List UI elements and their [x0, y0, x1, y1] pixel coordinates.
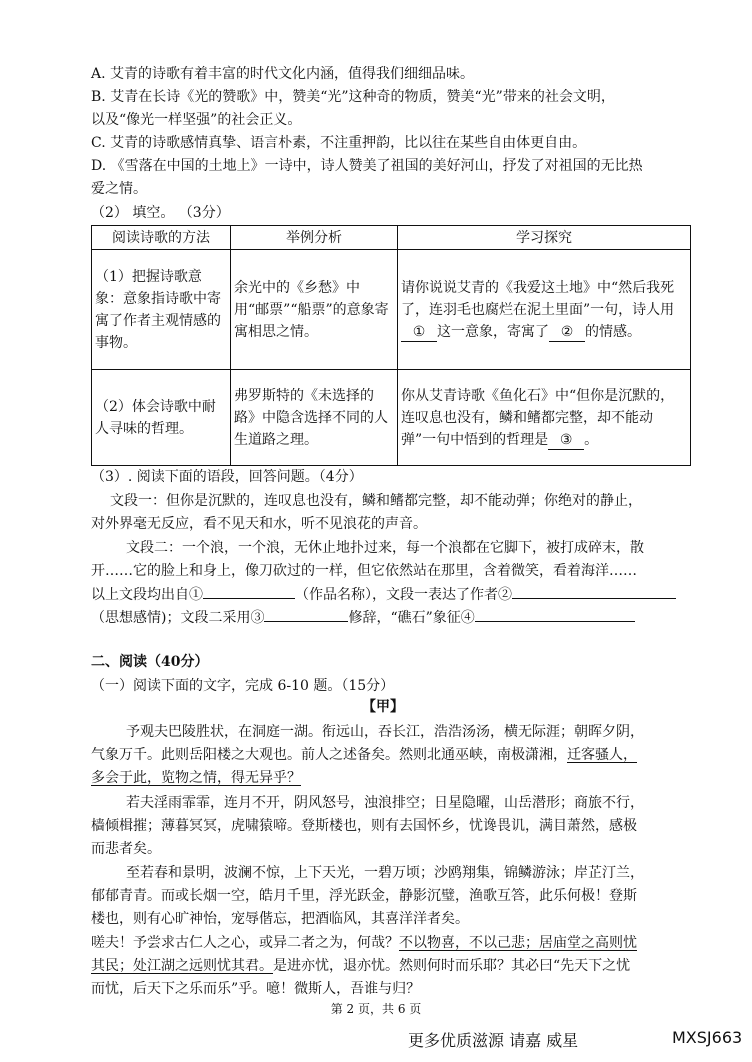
question-3-line3 — [91, 584, 676, 605]
example-cell: 弗罗斯特的《未选择的路》中隐含选择不同的人生道路之理。 — [231, 370, 398, 466]
section-2-subtitle: （一）阅读下面的文字，完成 6-10 题。（15分） — [91, 678, 395, 694]
blank-prompt: （思想感情)；文段二采用③ — [91, 610, 265, 626]
answer-blank-3[interactable]: ③ — [548, 431, 584, 450]
table-row — [92, 370, 691, 466]
question-2-title: （2） 填空。 （3分） — [91, 205, 230, 221]
doc-code: MXSJ663 — [672, 1028, 743, 1047]
passage-1-line1: 文段一：但你是沉默的，连叹息也没有，鳞和鳍都完整，却不能动弹；你绝对的静止， — [110, 493, 642, 509]
method-cell: （1）把握诗歌意象：意象指诗歌中寄寓了作者主观情感的事物。 — [92, 250, 231, 370]
blank-4[interactable] — [475, 607, 635, 622]
inquiry-text: 。 — [584, 431, 599, 448]
method-cell: （2）体会诗歌中耐人寻味的哲理。 — [92, 370, 231, 466]
classical-p2-line3: 而悲者矣。 — [91, 841, 161, 857]
classical-p3-line3: 楼也，则有心旷神怡，宠辱偕忘，把酒临风，其喜洋洋者矣。 — [91, 911, 469, 927]
classical-p1-line1: 予观夫巴陵胜状，在洞庭一湖。衔远山，吞长江，浩浩汤汤，横无际涯；朝晖夕阴， — [126, 724, 644, 740]
blank-1[interactable] — [203, 584, 295, 599]
classical-p2-line1: 若夫淫雨霏霏，连月不开，阴风怒号，浊浪排空；日星隐曜，山岳潜形；商旅不行， — [126, 795, 644, 811]
table-header: 阅读诗歌的方法 — [92, 226, 231, 250]
inquiry-text: 请你说说艾青的《我爱这土地》中“然后我死了，连羽毛也腐烂在泥土里面”一句，诗人用 — [401, 279, 675, 318]
question-3-title: （3）. 阅读下面的语段，回答问题。（4分） — [91, 469, 363, 485]
option-b-line1: B. 艾青在长诗《光的赞歌》中，赞美“光”这种奇的物质，赞美“光”带来的社会文明， — [91, 89, 615, 105]
table-row — [92, 250, 691, 370]
answer-blank-1[interactable]: ① — [401, 323, 437, 342]
inquiry-text: 你从艾青诗歌《鱼化石》中“但你是沉默的，连叹息也没有，鳞和鳍都完整，却不能动弹”一句中悟到的哲理是 — [401, 387, 675, 448]
page-number: 第 2 页，共 6 页 — [330, 1002, 422, 1016]
table-header-row — [92, 226, 691, 250]
fill-in-table — [91, 225, 691, 466]
inquiry-cell — [398, 370, 691, 466]
table-header: 学习探究 — [398, 226, 691, 250]
passage-2-line2: 开……它的脸上和身上，像刀砍过的一样，但它依然站在那里，含着微笑，看着海洋…… — [91, 563, 637, 579]
question-3-line4 — [91, 607, 635, 628]
option-d-line2: 爱之情。 — [91, 181, 147, 197]
answer-blank-2[interactable]: ② — [549, 323, 585, 342]
text-run: 是进亦忧，退亦忧。然则何时而乐耶？其必曰“先天下之忧 — [273, 958, 631, 974]
text-run: 气象万千。此则岳阳楼之大观也。前人之述备矣。然则北通巫峡，南极潇湘， — [91, 747, 567, 763]
blank-3[interactable] — [264, 607, 348, 622]
option-c: C. 艾青的诗歌感情真挚、语言朴素，不注重押韵，比以往在某些自由体更自由。 — [91, 135, 587, 151]
option-b-line2: 以及“像光一样坚强”的社会正义。 — [91, 112, 302, 128]
example-cell: 余光中的《乡愁》中用“邮票”“船票”的意象寄寓相思之情。 — [231, 250, 398, 370]
passage-1-line2: 对外界毫无反应，看不见天和水，听不见浪花的声音。 — [91, 516, 427, 532]
passage-2-line1: 文段二：一个浪，一个浪，无休止地扑过来，每一个浪都在它脚下，被打成碎末，散 — [126, 540, 644, 556]
classical-p3-line2: 郁郁青青。而或长烟一空，皓月千里，浮光跃金，静影沉璧，渔歌互答，此乐何极！登斯 — [91, 888, 637, 904]
section-2-title: 二、阅读（40分） — [91, 654, 209, 670]
promo-text: 更多优质滋源 请嘉 威星 — [408, 1031, 579, 1050]
classical-p3-line1: 至若春和景明，波澜不惊，上下天光，一碧万顷；沙鸥翔集，锦鳞游泳；岸芷汀兰， — [126, 865, 644, 881]
option-a: A. 艾青的诗歌有着丰富的时代文化内涵，值得我们细细品味。 — [91, 66, 475, 82]
blank-prompt: （作品名称），文段一表达了作者② — [295, 587, 512, 603]
classical-p4-line2 — [91, 956, 630, 976]
blank-prompt: 以上文段均出自① — [91, 587, 203, 603]
table-header: 举例分析 — [231, 226, 398, 250]
inquiry-text: 的情感。 — [585, 323, 641, 340]
underlined-sentence: 迁客骚人， — [567, 747, 637, 763]
inquiry-cell — [398, 250, 691, 370]
classical-p4-line3: 而忧，后天下之乐而乐”乎。噫！微斯人，吾谁与归？ — [91, 981, 421, 997]
inquiry-text: 这一意象，寄寓了 — [437, 323, 549, 340]
classical-p1-line3: 多会于此，览物之情，得无异乎？ — [91, 770, 301, 786]
classical-p2-line2: 樯倾楫摧；薄暮冥冥，虎啸猿啼。登斯楼也，则有去国怀乡，忧谗畏讥，满目萧然，感极 — [91, 818, 637, 834]
passage-label-jia: 【甲】 — [362, 699, 404, 715]
blank-2[interactable] — [512, 584, 676, 599]
option-d-line1: D. 《雪落在中国的土地上》一诗中，诗人赞美了祖国的美好河山，抒发了对祖国的无比热 — [91, 158, 643, 174]
blank-prompt: 修辞，“礁石”象征④ — [348, 610, 475, 626]
underlined-sentence: 其民；处江湖之远则忧其君。 — [91, 958, 273, 974]
classical-p1-line2 — [91, 745, 637, 765]
text-run: 嗟夫！予尝求古仁人之心，或异二者之为，何哉？ — [91, 935, 399, 951]
classical-p4-line1 — [91, 933, 637, 953]
underlined-sentence: 不以物喜，不以己悲；居庙堂之高则忧 — [399, 935, 637, 951]
